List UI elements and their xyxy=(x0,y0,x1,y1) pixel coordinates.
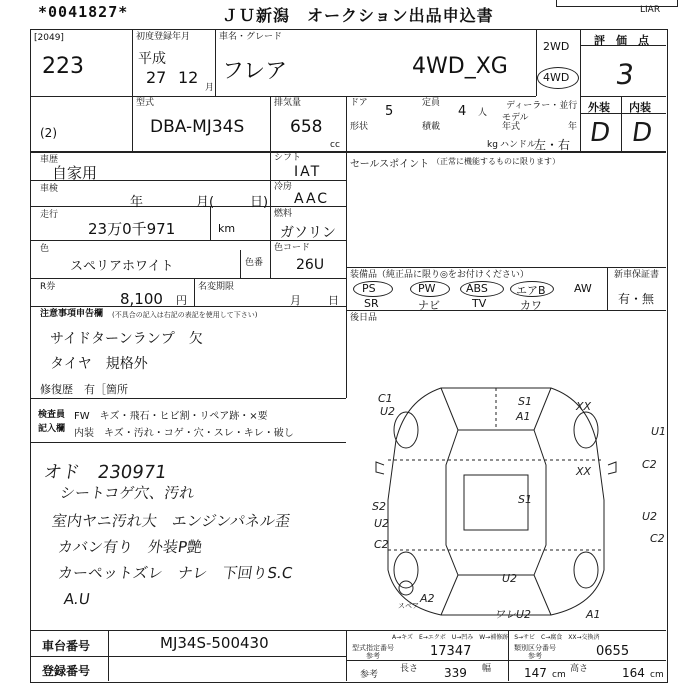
capacity-value: 4 xyxy=(458,104,467,119)
exterior-value: D xyxy=(587,118,613,148)
drive-2wd: 2WD xyxy=(543,40,570,53)
recycle-unit: 円 xyxy=(176,294,187,307)
handwritten-line-1: オド 230971 xyxy=(42,462,168,483)
car-condition-diagram xyxy=(346,370,666,632)
notes-label: 注意事項申告欄 xyxy=(40,309,104,319)
notes-repair: 修復歴 有［箇所 xyxy=(40,383,128,396)
mark-a1-a: A1 xyxy=(516,410,531,423)
notes-sub: (不具合の記入は右記の表記を使用して下さい) xyxy=(112,311,258,319)
name-change-month-unit: 月 xyxy=(290,294,301,307)
model-year-unit: 年 xyxy=(568,122,578,132)
new-car-warranty-value: 有・無 xyxy=(618,292,655,306)
model-label: 型式 xyxy=(136,98,155,108)
drive-4wd: 4WD xyxy=(543,71,570,84)
new-car-warranty-label: 新車保証書 xyxy=(614,270,660,280)
registration-month-unit: 月 xyxy=(205,83,215,93)
inspection-year-unit: 年 xyxy=(130,195,144,210)
spare-label: スペア xyxy=(398,602,419,610)
equip-navi: ナビ xyxy=(418,299,440,312)
inspector-label2: 記入欄 xyxy=(38,424,66,434)
color-code-label2: 色コード xyxy=(274,243,311,253)
inspector-label1: 検査員 xyxy=(38,410,66,420)
registration-year: 27 xyxy=(146,68,167,87)
vehicle-name-label: 車名・グレード xyxy=(219,32,283,42)
height-unit: cm xyxy=(650,670,664,680)
usage-value: 自家用 xyxy=(52,164,98,182)
exterior-label: 外装 xyxy=(588,101,610,114)
shape-label: 形状 xyxy=(350,122,369,132)
aircon-value: AAC xyxy=(294,191,330,207)
form-title: ＪＵ新潟 オークション出品申込書 xyxy=(222,6,494,25)
equip-airbag: エアB xyxy=(516,284,546,297)
mark-c2-a: C2 xyxy=(642,458,657,471)
recycle-label: R券 xyxy=(40,282,56,292)
registration-month: 12 xyxy=(178,68,199,87)
notes-line1: サイドターンランプ 欠 xyxy=(50,331,203,347)
displacement-label: 排気量 xyxy=(274,98,302,108)
ref-label: 参考 xyxy=(360,670,379,680)
equip-aw: AW xyxy=(574,282,592,295)
mark-c2-c: C2 xyxy=(650,532,665,545)
load-label: 積載 xyxy=(422,122,441,132)
model-value: DBA-MJ34S xyxy=(150,117,245,137)
mark-ware-u2: ワレU2 xyxy=(494,608,532,621)
lot-code: [2049] xyxy=(34,33,64,43)
color-value: スペリアホワイト xyxy=(70,259,174,274)
model-cert-ref: 参考 xyxy=(366,652,380,660)
mark-u1: U1 xyxy=(651,425,666,438)
equip-tv: TV xyxy=(472,297,487,310)
equipment-label: 装備品（純正品に限り◎をお付けください） xyxy=(350,270,529,280)
class-label: 類別区分番号 xyxy=(514,644,556,652)
width-label: 幅 xyxy=(482,664,492,674)
model-year-label: モデル xyxy=(502,113,529,123)
handwritten-line-6: A.U xyxy=(62,590,92,608)
reg-number-label: 登録番号 xyxy=(42,664,91,678)
doors-value: 5 xyxy=(385,104,394,119)
fuel-value: ガソリン xyxy=(280,225,336,241)
width-unit: cm xyxy=(552,670,566,680)
height-label: 高さ xyxy=(570,664,589,674)
corner-stamp: LIAR xyxy=(640,5,661,15)
handwritten-line-3: 室内ヤニ汚れ大 エンジンパネル歪 xyxy=(50,512,292,530)
equip-sr: SR xyxy=(364,297,379,310)
mark-xx-b: XX xyxy=(576,465,592,478)
color-code-label: 色番 xyxy=(245,258,264,268)
handle-label: ハンドル xyxy=(500,140,537,150)
model-cert-label: 型式指定番号 xyxy=(352,644,394,652)
inspection-label: 車検 xyxy=(40,184,59,194)
length-value: 339 xyxy=(444,666,467,680)
equip-pw: PW xyxy=(418,282,436,295)
doors-label: ドア xyxy=(350,98,368,108)
sales-point-note: （正常に機能するものに限ります） xyxy=(432,157,560,166)
model-cert-value: 17347 xyxy=(430,644,472,659)
registration-label: 初度登録年月 xyxy=(136,32,191,42)
name-change-day-unit: 日 xyxy=(328,294,339,307)
mark-s1-b: S1 xyxy=(518,493,532,506)
mileage-value: 23万0千971 xyxy=(88,220,176,238)
score-label: 評 価 点 xyxy=(594,34,649,47)
barcode-number: *0041827* xyxy=(38,3,129,21)
dealer-label: ディーラー・並行 xyxy=(506,101,578,111)
fuel-label: 燃料 xyxy=(274,209,293,219)
length-label: 長さ xyxy=(400,664,419,674)
damage-legend: A→キズ E→エクボ U→凹み W→補修跡 S→サビ C→腐食 XX→交換済 xyxy=(392,634,600,641)
height-value: 164 xyxy=(622,666,645,680)
class-ref: 参考 xyxy=(528,652,542,660)
handwritten-line-4: カバン有り 外装P艶 xyxy=(56,538,204,556)
equip-leather: カワ xyxy=(520,299,542,312)
inspector-row2: 内装 キズ・汚れ・コゲ・穴・スレ・キレ・破し xyxy=(74,428,294,439)
mileage-label: 走行 xyxy=(40,210,59,220)
mileage-unit: km xyxy=(218,222,236,235)
equip-ps: PS xyxy=(362,282,376,295)
capacity-label: 定員 xyxy=(422,98,441,108)
color-label: 色 xyxy=(40,244,50,254)
mark-a2: A2 xyxy=(420,592,435,605)
name-change-label: 名変期限 xyxy=(198,282,235,292)
capacity-unit: 人 xyxy=(478,108,488,118)
load-unit: kg xyxy=(487,140,498,150)
shift-label: シフト xyxy=(274,153,302,163)
mark-s1-a: S1 xyxy=(518,395,532,408)
width-value: 147 xyxy=(524,666,547,680)
mark-s2: S2 xyxy=(372,500,386,513)
registration-era: 平成 xyxy=(138,51,166,67)
inspection-month-unit: 月( xyxy=(196,195,215,210)
interior-value: D xyxy=(629,118,655,148)
mark-a1-b: A1 xyxy=(586,608,601,621)
class-value: 0655 xyxy=(596,644,630,659)
handwritten-line-5: カーペットズレ ナレ 下回りS.C xyxy=(56,564,294,582)
sales-point-label: セールスポイント xyxy=(350,159,430,170)
interior-label: 内装 xyxy=(629,101,651,114)
mark-u2-d: U2 xyxy=(502,572,518,585)
vehicle-grade: 4WD_XG xyxy=(412,54,508,79)
mark-c1: C1 xyxy=(378,392,393,405)
color-code: 26U xyxy=(296,257,325,273)
vehicle-name: フレア xyxy=(222,59,288,84)
equip-abs: ABS xyxy=(466,282,488,295)
mark-u2-b: U2 xyxy=(374,517,390,530)
lot-number: 223 xyxy=(42,54,84,79)
chassis-label: 車台番号 xyxy=(42,639,91,653)
handwritten-line-2: シートコゲ穴、汚れ xyxy=(58,484,196,502)
inspector-row1: FW キズ・飛石・ヒビ割・リペア跡・×要 xyxy=(74,411,268,422)
handle-value: 左・右 xyxy=(534,138,571,152)
mark-xx-a: XX xyxy=(576,400,592,413)
aircon-label: 冷房 xyxy=(274,182,293,192)
chassis-value: MJ34S-500430 xyxy=(160,634,269,652)
corner-date-box xyxy=(556,0,678,7)
mark-u2-a: U2 xyxy=(380,405,396,418)
lot-note: (2) xyxy=(40,126,57,140)
score-value: 3 xyxy=(613,58,637,91)
post-install-label: 後日品 xyxy=(350,313,378,323)
model-year-label2: 年式 xyxy=(502,122,521,132)
mark-u2-c: U2 xyxy=(642,510,658,523)
usage-label: 車歴 xyxy=(40,155,59,165)
mark-c2-b: C2 xyxy=(374,538,389,551)
inspection-day-unit: 日) xyxy=(250,195,269,210)
displacement-value: 658 xyxy=(290,117,323,137)
recycle-value: 8,100 xyxy=(120,290,163,308)
notes-line2: タイヤ 規格外 xyxy=(50,356,148,372)
displacement-unit: cc xyxy=(330,140,340,150)
shift-value: IAT xyxy=(294,164,322,180)
